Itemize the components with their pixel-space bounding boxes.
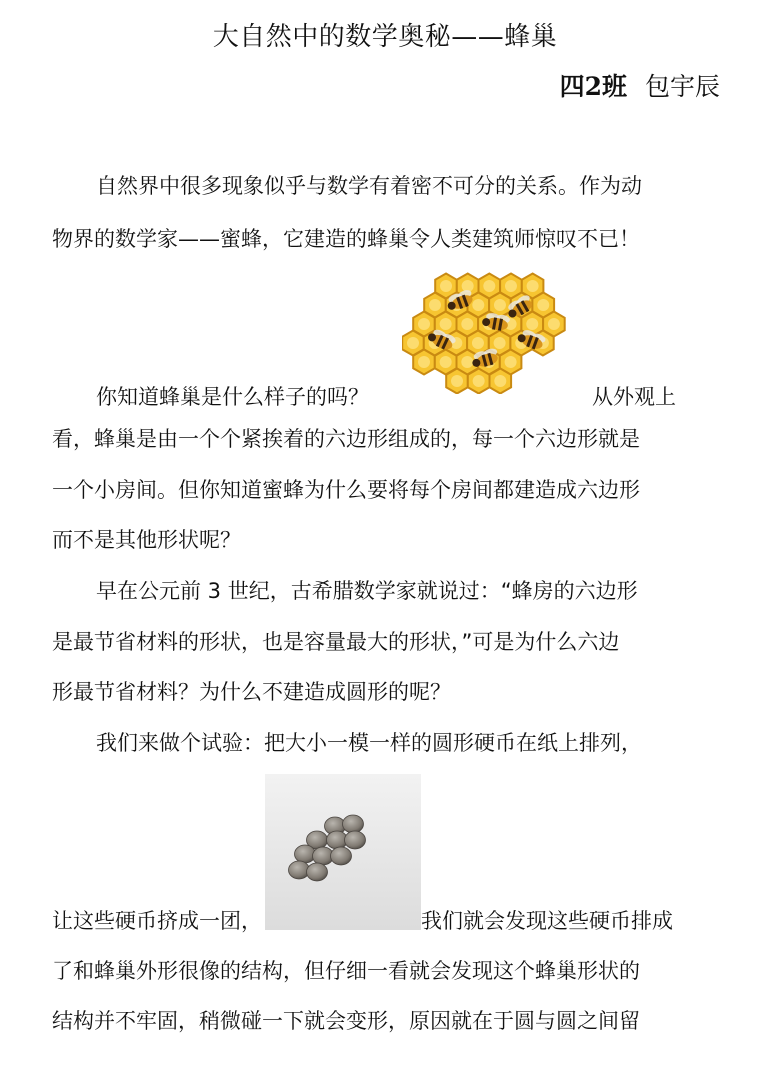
honeycomb-cell-shine <box>440 318 452 330</box>
coin <box>307 863 328 881</box>
honeycomb-cell-shine <box>451 375 463 387</box>
paragraph-line: 了和蜂巢外形很像的结构，但仔细一看就会发现这个蜂巢形状的 <box>52 959 640 983</box>
paragraph-line: 早在公元前 3 世纪，古希腊数学家就说过：“蜂房的六边形 <box>96 579 638 603</box>
honeycomb-cell-shine <box>440 356 452 368</box>
honeycomb-cell-shine <box>407 337 419 349</box>
class-label: 四2班 <box>559 72 627 101</box>
coin <box>345 831 366 849</box>
honeycomb-cell-shine <box>505 356 517 368</box>
paragraph-line: 形最节省材料？为什么不建造成圆形的呢？ <box>52 680 451 704</box>
paragraph-line: 你知道蜂巢是什么样子的吗？ <box>96 385 369 409</box>
honeycomb-cell-shine <box>461 318 473 330</box>
paragraph-line: 结构并不牢固，稍微碰一下就会变形，原因就在于圆与圆之间留 <box>52 1009 640 1033</box>
honeycomb-cell-shine <box>472 337 484 349</box>
author-name: 包宇辰 <box>644 72 720 101</box>
honeycomb-cell-shine <box>483 280 495 292</box>
paragraph-line: 是最节省材料的形状，也是容量最大的形状，”可是为什么六边 <box>52 630 620 654</box>
honeycomb-cell-shine <box>440 280 452 292</box>
honeycomb-cell-shine <box>461 356 473 368</box>
honeycomb-cell-shine <box>472 299 484 311</box>
honeycomb-cell-shine <box>473 375 485 387</box>
paragraph-line: 物界的数学家——蜜蜂，它建造的蜂巢令人类建筑师惊叹不已！ <box>52 227 640 251</box>
page-title: 大自然中的数学奥秘——蜂巢 <box>212 22 558 52</box>
paragraph-line: 让这些硬币挤成一团， <box>52 909 262 933</box>
honeycomb-cell-shine <box>418 318 430 330</box>
paragraph-line: 自然界中很多现象似乎与数学有着密不可分的关系。作为动 <box>96 174 642 198</box>
honeycomb-cell-shine <box>494 337 506 349</box>
paragraph-line: 看，蜂巢是由一个个紧挨着的六边形组成的，每一个六边形就是 <box>52 427 640 451</box>
byline <box>560 67 720 103</box>
honeycomb-cell-shine <box>527 280 539 292</box>
honeycomb-cells <box>402 274 565 394</box>
paragraph-line: 从外观上 <box>592 385 676 409</box>
paragraph-line: 我们来做个试验：把大小一模一样的圆形硬币在纸上排列， <box>96 731 642 755</box>
honeycomb-cell-shine <box>418 356 430 368</box>
honeycomb-cell-shine <box>526 318 538 330</box>
honeycomb-cell-shine <box>505 280 517 292</box>
honeycomb-cell-shine <box>494 299 506 311</box>
honeycomb-cell-shine <box>494 375 506 387</box>
honeycomb-illustration <box>402 272 580 394</box>
paragraph-line: 一个小房间。但你知道蜜蜂为什么要将每个房间都建造成六边形 <box>52 478 640 502</box>
coin <box>331 847 352 865</box>
paragraph-line: 我们就会发现这些硬币排成 <box>421 909 673 933</box>
paragraph-line: 而不是其他形状呢？ <box>52 528 241 552</box>
coin <box>343 815 364 833</box>
honeycomb-cell-shine <box>429 299 441 311</box>
honeycomb-cell-shine <box>462 280 474 292</box>
honeycomb-cell-shine <box>548 318 560 330</box>
coin-arrangement-photo <box>265 774 421 930</box>
honeycomb-cell-shine <box>537 299 549 311</box>
